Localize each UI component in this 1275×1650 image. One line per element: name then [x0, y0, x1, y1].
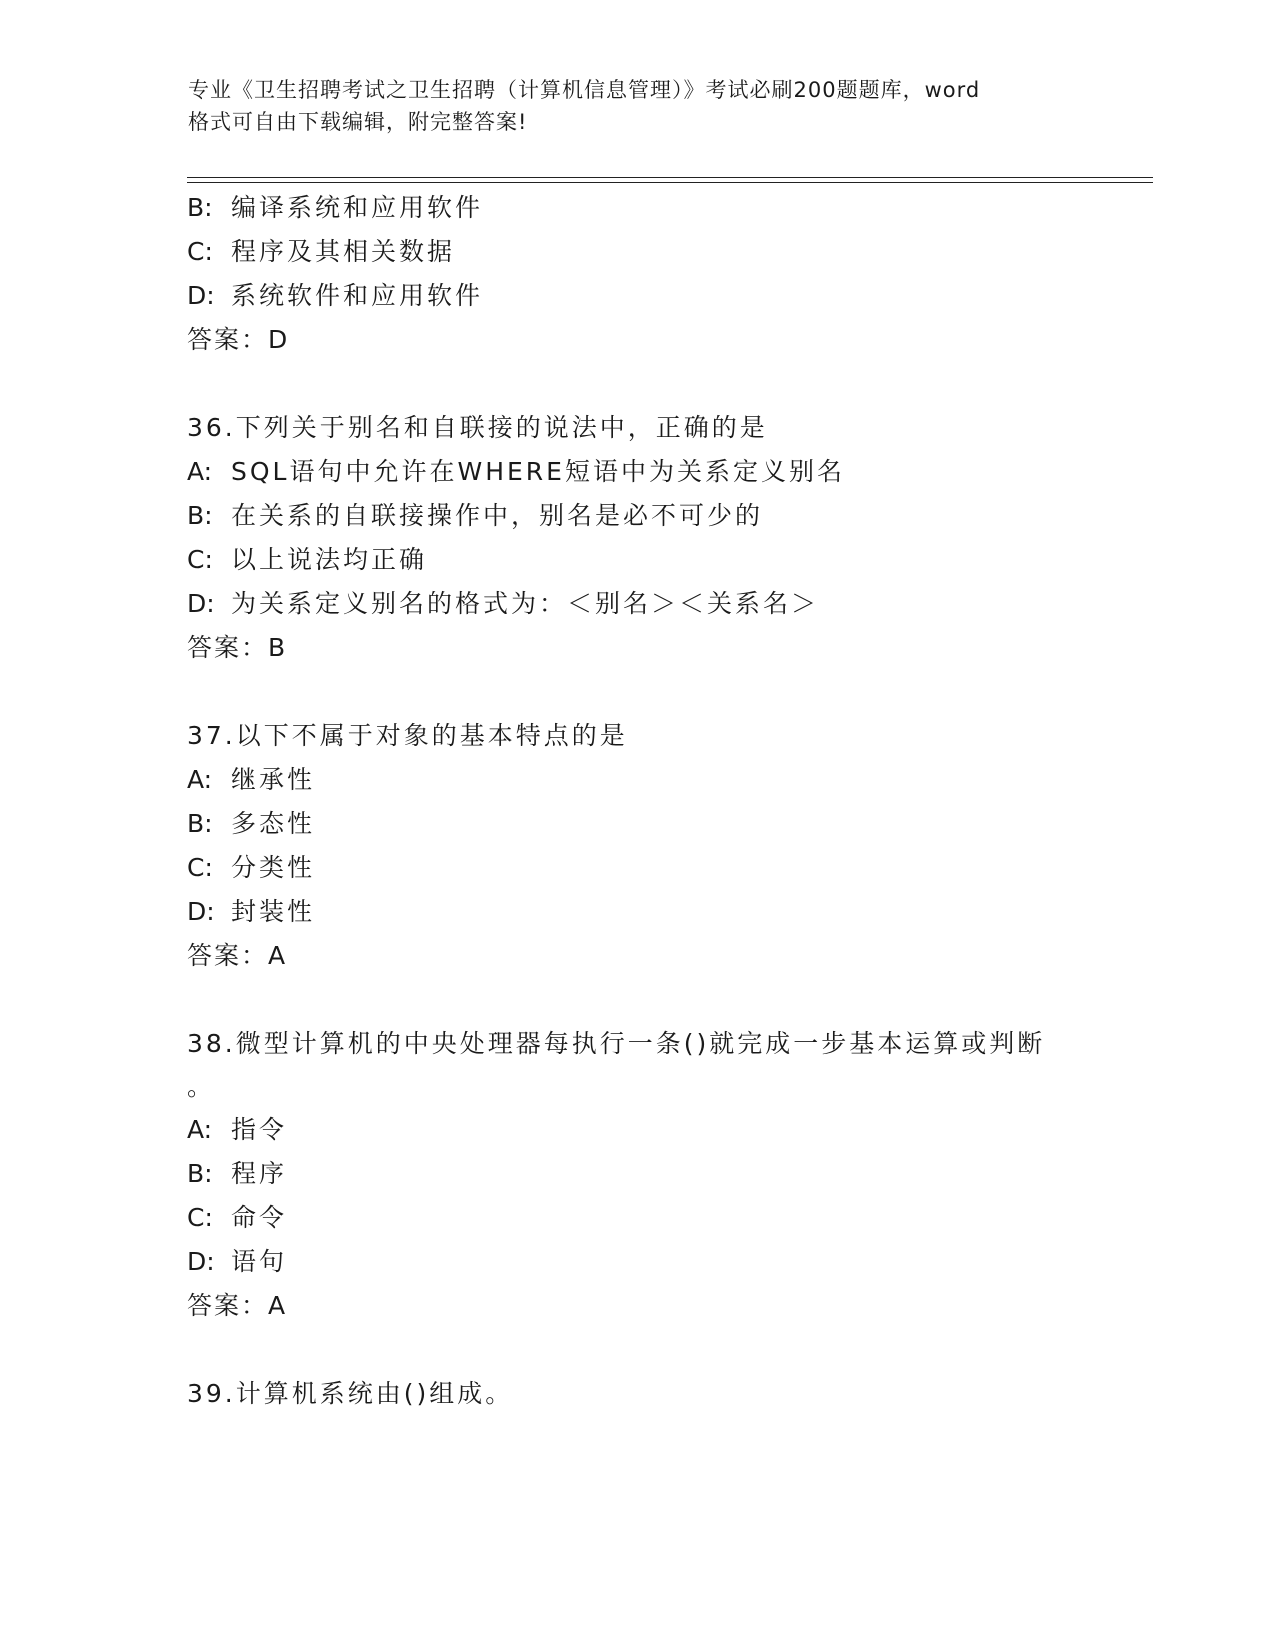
- q37-option-c: [187, 853, 315, 883]
- option-label: C:: [187, 237, 213, 266]
- q38-answer: 答案：A: [187, 1291, 288, 1320]
- header-title-line2: 格式可自由下载编辑，附完整答案!: [188, 110, 528, 134]
- header-title-line1: 专业《卫生招聘考试之卫生招聘（计算机信息管理）》考试必刷200题题库，word: [188, 78, 981, 102]
- option-label: D:: [187, 281, 215, 310]
- option-text: 以上说法均正确: [231, 545, 428, 574]
- q38-option-a: [187, 1115, 287, 1145]
- option-label: B:: [187, 1159, 213, 1188]
- option-text: 在关系的自联接操作中，别名是必不可少的: [231, 501, 764, 530]
- q38-stem: 38.微型计算机的中央处理器每执行一条()就完成一步基本运算或判断: [187, 1029, 1046, 1058]
- option-label: D:: [187, 897, 215, 926]
- q36-option-c: [187, 545, 427, 575]
- option-text: 为关系定义别名的格式为：＜别名＞＜关系名＞: [231, 589, 820, 618]
- header-rule-bottom: [187, 182, 1153, 183]
- option-label: C:: [187, 853, 213, 882]
- q37-option-a: [187, 765, 315, 795]
- option-label: B:: [187, 501, 213, 530]
- q37-option-b: [187, 809, 315, 839]
- option-label: D:: [187, 1247, 215, 1276]
- option-text: 编译系统和应用软件: [231, 193, 484, 222]
- option-label: A:: [187, 1115, 213, 1144]
- option-text: 指令: [231, 1115, 288, 1144]
- option-label: A:: [187, 765, 213, 794]
- q37-answer: 答案：A: [187, 941, 288, 970]
- option-text: 程序: [231, 1159, 288, 1188]
- prev-option-c: [187, 237, 455, 267]
- option-label: C:: [187, 545, 213, 574]
- option-text: 封装性: [231, 897, 316, 926]
- q37-option-d: [187, 897, 315, 927]
- q39-stem: 39.计算机系统由()组成。: [187, 1379, 514, 1408]
- option-text: 系统软件和应用软件: [231, 281, 484, 310]
- q36-option-a: [187, 457, 845, 487]
- q38-option-d: [187, 1247, 287, 1277]
- option-text: 多态性: [231, 809, 316, 838]
- q38-stem-continuation: 。: [187, 1072, 216, 1101]
- option-label: C:: [187, 1203, 213, 1232]
- q37-stem: 37.以下不属于对象的基本特点的是: [187, 721, 628, 750]
- q36-answer: 答案：B: [187, 633, 288, 662]
- option-text: SQL语句中允许在WHERE短语中为关系定义别名: [231, 457, 845, 486]
- prev-answer: 答案：D: [187, 325, 290, 354]
- q36-stem: 36.下列关于别名和自联接的说法中，正确的是: [187, 413, 768, 442]
- option-text: 命令: [231, 1203, 288, 1232]
- option-label: D:: [187, 589, 215, 618]
- option-text: 分类性: [231, 853, 316, 882]
- option-label: B:: [187, 809, 213, 838]
- option-label: B:: [187, 193, 213, 222]
- q36-option-d: [187, 589, 819, 619]
- prev-option-d: [187, 281, 483, 311]
- q36-option-b: [187, 501, 763, 531]
- option-label: A:: [187, 457, 213, 486]
- q38-option-b: [187, 1159, 287, 1189]
- option-text: 程序及其相关数据: [231, 237, 456, 266]
- option-text: 语句: [231, 1247, 288, 1276]
- option-text: 继承性: [231, 765, 316, 794]
- header-rule-top: [187, 177, 1153, 178]
- prev-option-b: [187, 193, 483, 223]
- document-header: [188, 74, 1088, 138]
- q38-option-c: [187, 1203, 287, 1233]
